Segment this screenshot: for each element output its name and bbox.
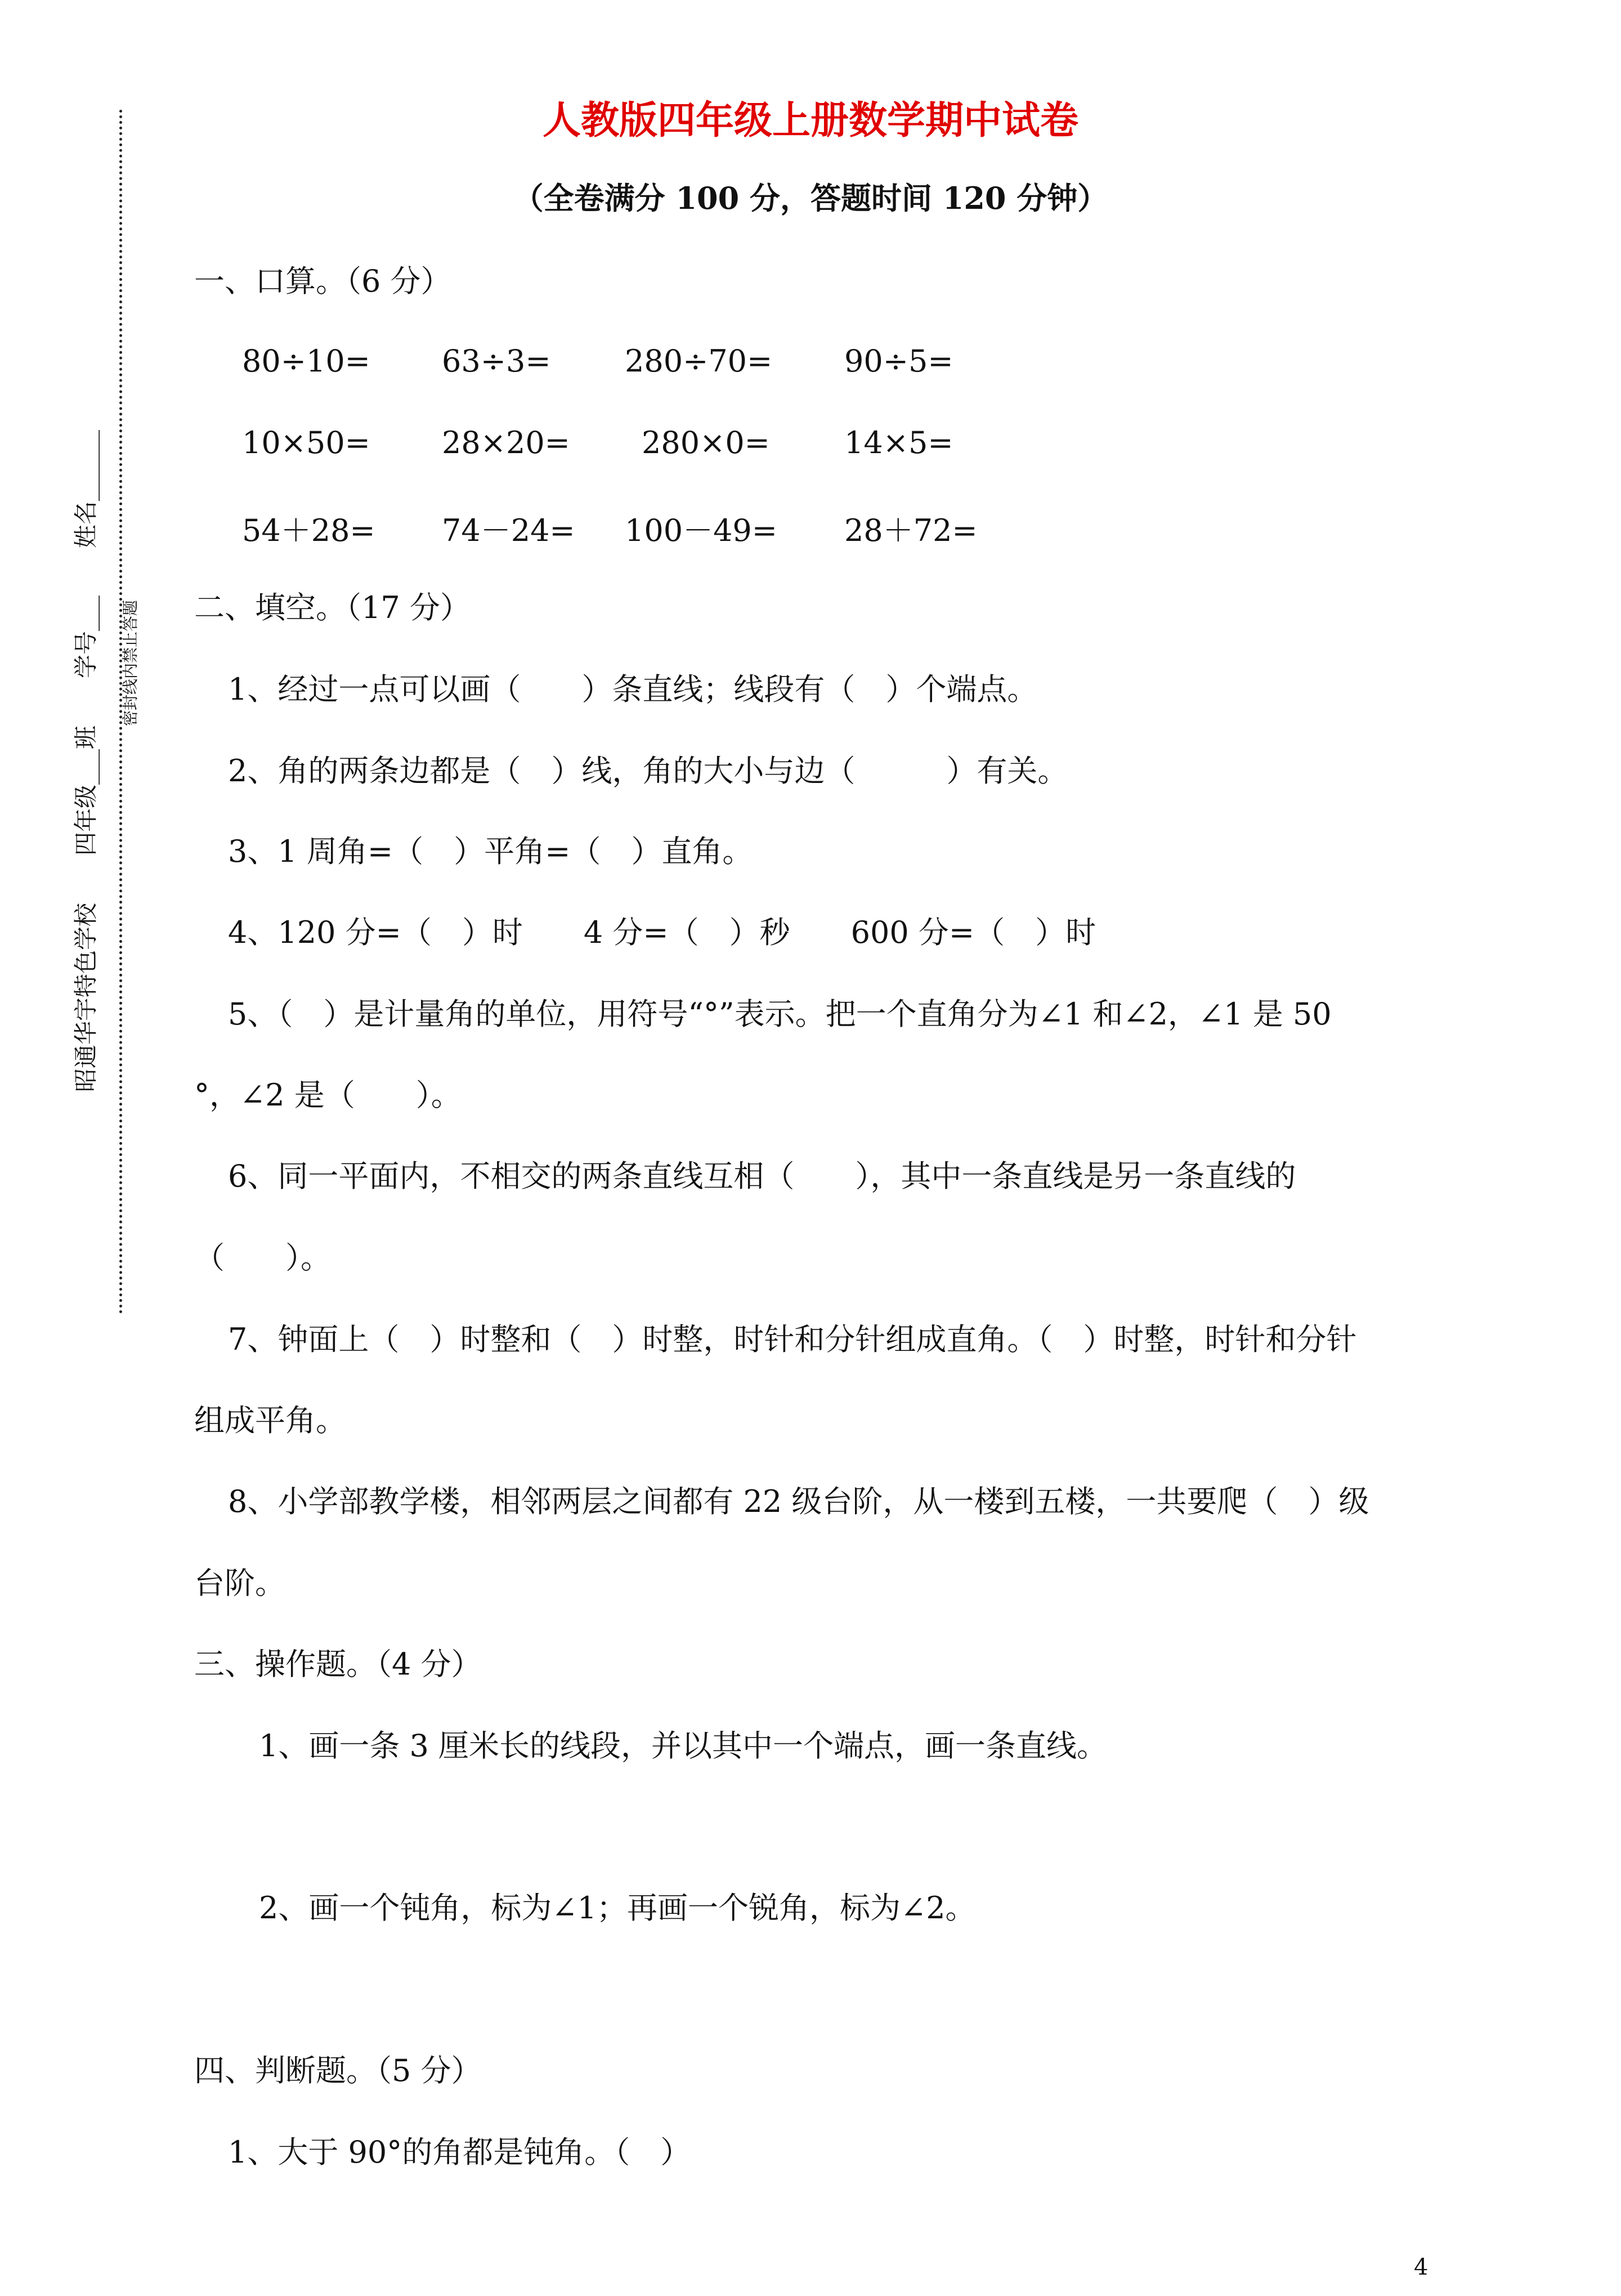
seal-note: 密封线内禁止答题 xyxy=(121,599,140,726)
fill-question-5-line2: °，∠2 是（ ）。 xyxy=(194,1077,462,1113)
judge-question-1: 1、大于 90°的角都是钝角。（ ） xyxy=(228,2134,691,2170)
operation-question-1: 1、画一条 3 厘米长的线段，并以其中一个端点，画一条直线。 xyxy=(259,1728,1108,1764)
calc-item: 10×50= xyxy=(242,425,370,460)
exam-subtitle: （全卷满分 100 分，答题时间 120 分钟） xyxy=(513,180,1108,216)
calc-item: 63÷3= xyxy=(442,343,551,379)
calc-item: 90÷5= xyxy=(844,343,953,379)
fill-question-7-line2: 组成平角。 xyxy=(194,1403,346,1438)
section4-heading: 四、判断题。（5 分） xyxy=(194,2053,482,2088)
student-info-field: 昭通华宇特色学校 四年级___班 学号___ 姓名______ xyxy=(72,429,100,1092)
exam-title: 人教版四年级上册数学期中试卷 xyxy=(542,98,1078,143)
fill-question-1: 1、经过一点可以画（ ）条直线；线段有（ ）个端点。 xyxy=(228,672,1038,707)
fill-question-2: 2、角的两条边都是（ ）线，角的大小与边（ ）有关。 xyxy=(228,753,1068,789)
fill-question-6-line1: 6、同一平面内，不相交的两条直线互相（ ），其中一条直线是另一条直线的 xyxy=(228,1158,1296,1194)
calc-item: 74－24= xyxy=(442,513,575,548)
section2-heading: 二、填空。（17 分） xyxy=(194,590,471,625)
calc-item: 280÷70= xyxy=(625,343,773,379)
calc-item: 54＋28= xyxy=(242,513,375,548)
calc-item: 14×5= xyxy=(844,425,953,460)
fill-question-6-line2: （ ）。 xyxy=(194,1240,331,1275)
calc-item: 80÷10= xyxy=(242,343,370,379)
fill-question-5-line1: 5、（ ）是计量角的单位，用符号“°”表示。把一个直角分为∠1 和∠2，∠1 是 50 xyxy=(228,996,1332,1032)
calc-item: 280×0= xyxy=(642,425,770,460)
fill-question-8-line2: 台阶。 xyxy=(194,1565,285,1601)
page-number: 4 xyxy=(1414,2254,1429,2280)
calc-item: 28＋72= xyxy=(844,513,978,548)
fill-question-7-line1: 7、钟面上（ ）时整和（ ）时整，时针和分针组成直角。（ ）时整，时针和分针 xyxy=(228,1322,1357,1357)
section1-heading: 一、口算。（6 分） xyxy=(194,263,451,299)
section3-heading: 三、操作题。（4 分） xyxy=(194,1646,482,1682)
fill-question-8-line1: 8、小学部教学楼，相邻两层之间都有 22 级台阶，从一楼到五楼，一共要爬（ ）级 xyxy=(228,1484,1369,1519)
fill-question-3: 3、1 周角=（ ）平角=（ ）直角。 xyxy=(228,834,753,869)
calc-item: 28×20= xyxy=(442,425,570,460)
fill-question-4: 4、120 分=（ ）时 4 分=（ ）秒 600 分=（ ）时 xyxy=(228,915,1096,950)
operation-question-2: 2、画一个钝角，标为∠1；再画一个锐角，标为∠2。 xyxy=(259,1890,976,1926)
calc-item: 100－49= xyxy=(625,513,778,548)
